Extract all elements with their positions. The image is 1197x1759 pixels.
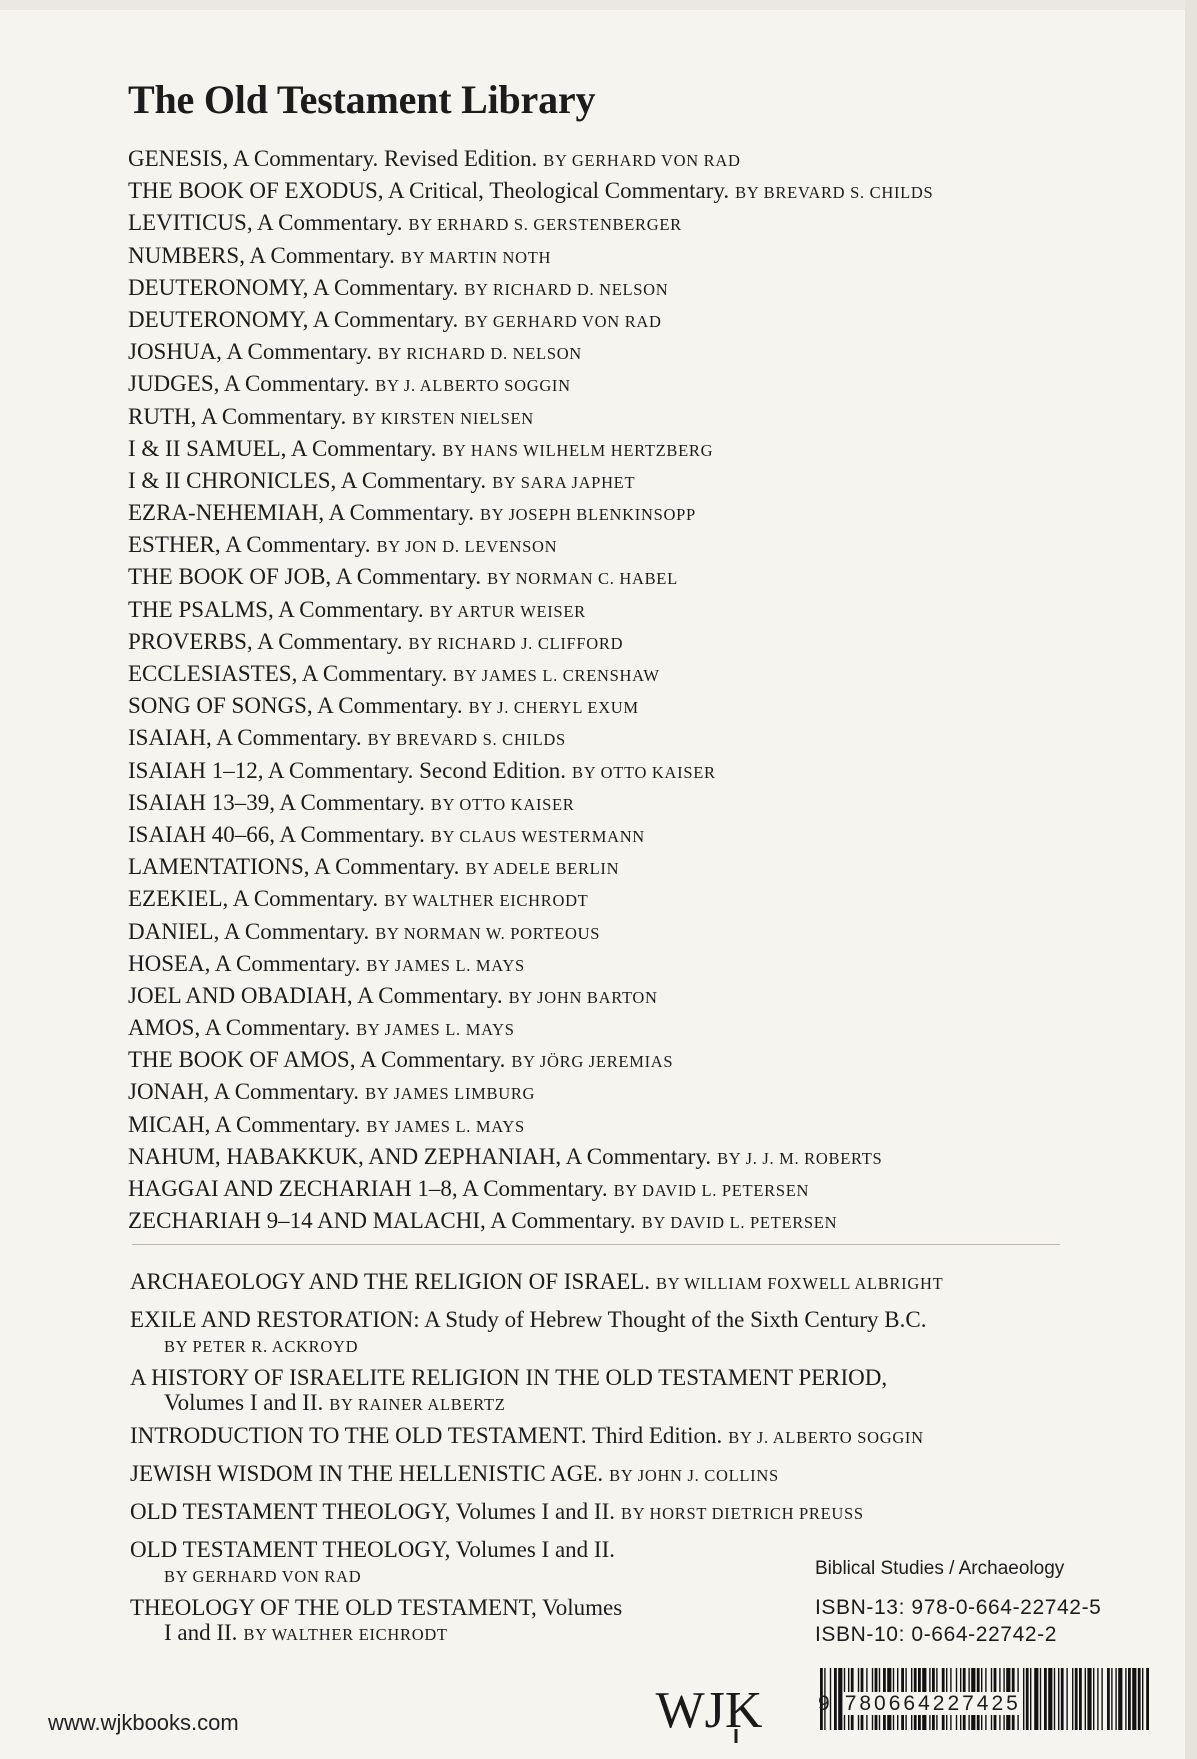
entry-author: BY SARA JAPHET	[492, 472, 636, 492]
other-work-entry	[130, 1459, 1080, 1491]
entry-author: BY ARTUR WEISER	[429, 601, 586, 621]
barcode-bar	[1048, 1668, 1052, 1730]
commentary-entry	[128, 497, 1068, 529]
barcode-bar	[1079, 1668, 1082, 1730]
other-work-title: INTRODUCTION TO THE OLD TESTAMENT. Third Edition.	[130, 1423, 723, 1448]
entry-author: BY DAVID L. PETERSEN	[641, 1213, 838, 1233]
commentary-entry	[128, 1109, 1068, 1141]
barcode-bar	[1061, 1668, 1064, 1730]
commentary-entry	[128, 401, 1068, 433]
commentary-entry	[128, 1044, 1068, 1076]
commentary-entry	[128, 690, 1068, 722]
entry-author: BY JOHN BARTON	[508, 987, 658, 1007]
entry-author: BY JAMES LIMBURG	[365, 1084, 536, 1104]
entry-title: MICAH, A Commentary.	[128, 1111, 361, 1137]
commentary-entry	[128, 1205, 1068, 1237]
entry-author: BY ADELE BERLIN	[465, 859, 620, 879]
barcode-bar	[1026, 1668, 1029, 1730]
entry-title: ISAIAH 1–12, A Commentary. Second Edition.	[128, 757, 567, 783]
commentary-entry	[128, 1012, 1068, 1044]
barcode-bar	[1097, 1668, 1098, 1730]
commentary-entry	[128, 240, 1068, 272]
commentary-entry	[128, 851, 1068, 883]
barcode-bar	[1075, 1668, 1078, 1730]
commentary-entry	[128, 948, 1068, 980]
entry-author: BY GERHARD VON RAD	[543, 151, 741, 170]
commentary-entry	[128, 787, 1068, 819]
entry-author: BY HANS WILHELM HERTZBERG	[442, 440, 714, 460]
barcode-bar	[1115, 1668, 1116, 1730]
other-work-entry	[130, 1421, 1080, 1453]
barcode-bar	[1023, 1668, 1024, 1730]
other-work-author: BY RAINER ALBERTZ	[329, 1395, 506, 1414]
entry-author: BY RICHARD D. NELSON	[464, 279, 669, 299]
entry-title: DEUTERONOMY, A Commentary.	[128, 274, 459, 300]
entry-author: BY RICHARD J. CLIFFORD	[408, 633, 624, 653]
other-work-author: BY J. ALBERTO SOGGIN	[728, 1428, 924, 1447]
commentary-entry	[128, 980, 1068, 1012]
commentary-entry	[128, 722, 1068, 754]
entry-author: BY BREVARD S. CHILDS	[735, 183, 934, 203]
entry-author: BY BREVARD S. CHILDS	[367, 730, 566, 750]
category-label: Biblical Studies / Archaeology	[815, 1558, 1065, 1579]
other-work-entry	[130, 1267, 1080, 1299]
entry-title: ZECHARIAH 9–14 AND MALACHI, A Commentary.	[128, 1208, 636, 1234]
barcode-bar	[1118, 1668, 1122, 1730]
entry-title: I & II CHRONICLES, A Commentary.	[128, 467, 487, 493]
barcode-bar	[1128, 1668, 1131, 1730]
barcode-bar	[1111, 1668, 1112, 1730]
other-work-title: JEWISH WISDOM IN THE HELLENISTIC AGE.	[130, 1461, 604, 1486]
other-work-line	[130, 1267, 1080, 1299]
entry-title: ESTHER, A Commentary.	[128, 532, 371, 558]
website-url: www.wjkbooks.com	[48, 1710, 239, 1735]
wjk-logo	[655, 1675, 763, 1745]
entry-title: JOEL AND OBADIAH, A Commentary.	[128, 982, 503, 1008]
cover-top-edge	[0, 0, 1197, 10]
entry-author: BY J. J. M. ROBERTS	[717, 1148, 883, 1168]
commentary-entry	[128, 368, 1068, 400]
commentary-entry	[128, 626, 1068, 658]
commentary-list	[128, 143, 1068, 1237]
barcode-bar	[1125, 1668, 1126, 1730]
entry-author: BY JÖRG JEREMIAS	[511, 1052, 674, 1072]
barcode-bar	[1066, 1668, 1067, 1730]
other-work-continuation	[130, 1390, 1080, 1415]
entry-title: ISAIAH, A Commentary.	[128, 725, 362, 751]
barcode-bar	[1030, 1668, 1031, 1730]
entry-title: AMOS, A Commentary.	[128, 1015, 351, 1041]
barcode-bar	[1085, 1668, 1086, 1730]
entry-title: PROVERBS, A Commentary.	[128, 628, 403, 654]
wjk-logo-text: WJK	[655, 1682, 763, 1739]
barcode-bar	[1087, 1668, 1091, 1730]
barcode-bar	[1040, 1668, 1041, 1730]
commentary-entry	[128, 819, 1068, 851]
entry-author: BY J. ALBERTO SOGGIN	[375, 376, 571, 396]
section-divider	[132, 1244, 1060, 1245]
entry-author: BY OTTO KAISER	[430, 794, 575, 814]
other-work-entry	[130, 1363, 1080, 1415]
entry-author: BY J. CHERYL EXUM	[468, 698, 639, 718]
other-work-volumes: I and II.	[164, 1620, 238, 1645]
commentary-entry	[128, 175, 1068, 207]
commentary-entry	[128, 272, 1068, 304]
entry-title: LAMENTATIONS, A Commentary.	[128, 854, 460, 880]
entry-title: ISAIAH 40–66, A Commentary.	[128, 821, 425, 847]
commentary-entry	[128, 658, 1068, 690]
entry-author: BY JAMES L. MAYS	[366, 1116, 525, 1136]
barcode-bar	[1138, 1668, 1141, 1730]
commentary-entry	[128, 304, 1068, 336]
entry-author: BY OTTO KAISER	[572, 762, 716, 782]
barcode-bar	[1034, 1668, 1038, 1730]
entry-title: THE PSALMS, A Commentary.	[128, 596, 424, 622]
commentary-entry	[128, 433, 1068, 465]
other-work-title: ARCHAEOLOGY AND THE RELIGION OF ISRAEL.	[130, 1269, 651, 1294]
entry-author: BY GERHARD VON RAD	[464, 311, 662, 331]
barcode-bar	[1132, 1668, 1136, 1730]
other-work-line	[130, 1363, 1080, 1393]
entry-title: EZRA-NEHEMIAH, A Commentary.	[128, 500, 475, 526]
entry-title: THE BOOK OF JOB, A Commentary.	[128, 564, 482, 590]
other-work-entry	[130, 1497, 1080, 1529]
barcode-bar	[1142, 1668, 1143, 1730]
entry-title: JUDGES, A Commentary.	[128, 371, 370, 397]
entry-author: BY KIRSTEN NIELSEN	[352, 408, 534, 428]
commentary-entry	[128, 336, 1068, 368]
barcode-bar	[1054, 1668, 1055, 1730]
entry-author: BY JOSEPH BLENKINSOPP	[480, 505, 696, 525]
entry-title: DEUTERONOMY, A Commentary.	[128, 306, 459, 332]
entry-title: THE BOOK OF EXODUS, A Critical, Theological Commentary.	[128, 178, 730, 204]
entry-title: SONG OF SONGS, A Commentary.	[128, 693, 463, 719]
commentary-entry	[128, 465, 1068, 497]
barcode-bar	[1101, 1668, 1102, 1730]
entry-title: LEVITICUS, A Commentary.	[128, 210, 403, 236]
entry-author: BY NORMAN W. PORTEOUS	[375, 923, 601, 943]
barcode-bar	[1107, 1668, 1110, 1730]
barcode-bar	[1072, 1668, 1073, 1730]
other-work-continuation	[130, 1335, 1080, 1357]
series-title: The Old Testament Library	[128, 77, 596, 122]
isbn-10: ISBN-10: 0-664-22742-2	[815, 1623, 1058, 1646]
entry-author: BY DAVID L. PETERSEN	[613, 1181, 810, 1200]
other-work-author: BY WILLIAM FOXWELL ALBRIGHT	[656, 1274, 944, 1293]
other-work-author: BY WALTHER EICHRODT	[243, 1625, 448, 1644]
entry-title: NUMBERS, A Commentary.	[128, 242, 395, 268]
entry-author: BY WALTHER EICHRODT	[384, 891, 589, 911]
other-work-title: A HISTORY OF ISRAELITE RELIGION IN THE OLD TESTAMENT PERIOD,	[130, 1365, 888, 1390]
entry-title: NAHUM, HABAKKUK, AND ZEPHANIAH, A Commentary.	[128, 1143, 712, 1169]
other-work-entry	[130, 1305, 1080, 1357]
commentary-entry	[128, 916, 1068, 948]
entry-title: ECCLESIASTES, A Commentary.	[128, 661, 448, 686]
entry-title: JOSHUA, A Commentary.	[128, 339, 372, 365]
commentary-entry	[128, 755, 1068, 787]
other-works-list	[130, 1267, 1080, 1651]
barcode-bar	[1146, 1668, 1149, 1730]
other-work-title: OLD TESTAMENT THEOLOGY, Volumes I and II.	[130, 1537, 615, 1562]
other-work-author: BY JOHN J. COLLINS	[609, 1466, 779, 1485]
other-work-line	[130, 1305, 1080, 1335]
barcode-number	[818, 1692, 1023, 1716]
commentary-entry	[128, 207, 1068, 239]
entry-author: BY MARTIN NOTH	[400, 247, 552, 267]
commentary-entry	[128, 1076, 1068, 1108]
entry-author: BY CLAUS WESTERMANN	[430, 826, 645, 846]
other-work-author: BY PETER R. ACKROYD	[164, 1337, 359, 1356]
entry-title: HAGGAI AND ZECHARIAH 1–8, A Commentary.	[128, 1176, 608, 1201]
entry-title: THE BOOK OF AMOS, A Commentary.	[128, 1047, 506, 1073]
entry-title: EZEKIEL, A Commentary.	[128, 886, 379, 912]
other-work-line	[130, 1459, 1080, 1491]
barcode-bar	[1044, 1668, 1047, 1730]
entry-author: BY JAMES L. CRENSHAW	[453, 666, 660, 685]
entry-title: JONAH, A Commentary.	[128, 1079, 360, 1105]
commentary-entry	[128, 143, 1068, 175]
other-work-line	[130, 1497, 1080, 1529]
entry-title: GENESIS, A Commentary. Revised Edition.	[128, 146, 538, 171]
isbn-13: ISBN-13: 978-0-664-22742-5	[815, 1596, 1102, 1619]
entry-author: BY RICHARD D. NELSON	[377, 344, 582, 364]
other-work-author: BY GERHARD VON RAD	[164, 1567, 362, 1586]
other-work-line	[130, 1421, 1080, 1453]
barcode-bar	[1058, 1668, 1059, 1730]
other-work-title: THEOLOGY OF THE OLD TESTAMENT, Volumes	[130, 1595, 623, 1620]
barcode-digits: 780664227425	[844, 1692, 1021, 1715]
entry-author: BY ERHARD S. GERSTENBERGER	[408, 215, 682, 235]
other-work-author: BY HORST DIETRICH PREUSS	[620, 1504, 864, 1523]
commentary-entry	[128, 1141, 1068, 1173]
entry-title: RUTH, A Commentary.	[128, 403, 347, 429]
entry-title: ISAIAH 13–39, A Commentary.	[128, 789, 425, 815]
commentary-entry	[128, 529, 1068, 561]
commentary-entry	[128, 1173, 1068, 1205]
commentary-entry	[128, 594, 1068, 626]
entry-author: BY JON D. LEVENSON	[376, 537, 558, 557]
entry-title: HOSEA, A Commentary.	[128, 950, 361, 976]
other-work-title: EXILE AND RESTORATION: A Study of Hebrew Thought of the Sixth Century B.C.	[130, 1307, 927, 1332]
other-work-title: OLD TESTAMENT THEOLOGY, Volumes I and II.	[130, 1499, 615, 1524]
entry-author: BY JAMES L. MAYS	[356, 1020, 515, 1040]
other-work-volumes: Volumes I and II.	[164, 1390, 324, 1415]
cover-right-edge	[1185, 0, 1197, 1759]
entry-title: I & II SAMUEL, A Commentary.	[128, 435, 437, 461]
entry-author: BY NORMAN C. HABEL	[487, 569, 678, 589]
barcode-lead-digit: 9	[818, 1692, 833, 1715]
commentary-entry	[128, 561, 1068, 593]
barcode-bar	[1093, 1668, 1094, 1730]
entry-title: DANIEL, A Commentary.	[128, 918, 370, 944]
entry-author: BY JAMES L. MAYS	[366, 955, 525, 975]
commentary-entry	[128, 883, 1068, 915]
